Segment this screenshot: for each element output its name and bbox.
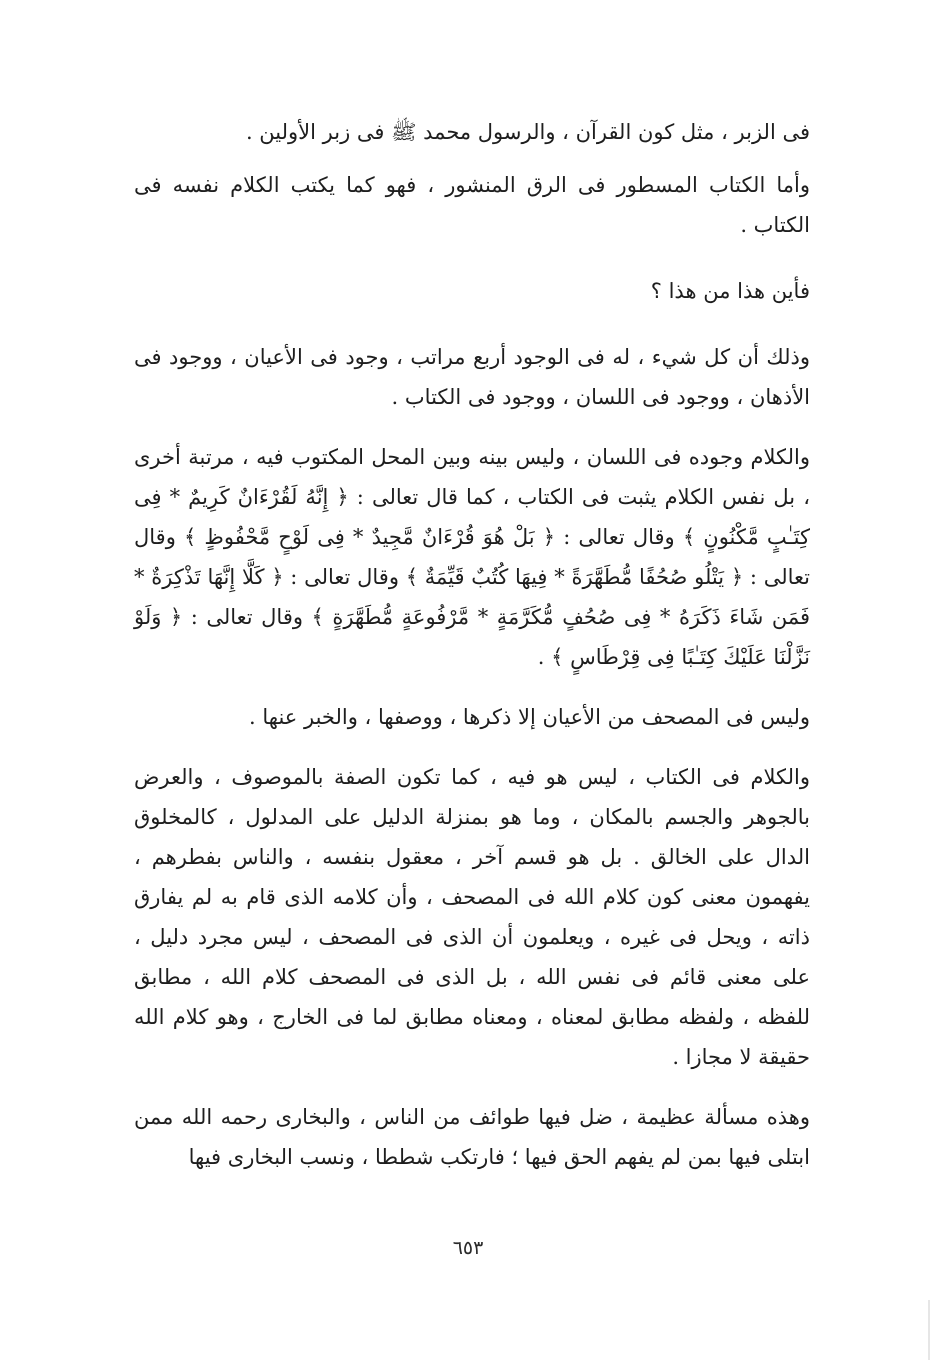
paragraph-1: فى الزبر ، مثل كون القرآن ، والرسول محمد ﷺ فى زبر الأولين . [245,120,810,144]
page-edge-mark [928,1300,930,1360]
paragraph-8: وهذه مسألة عظيمة ، ضل فيها طوائف من الناس ، والبخارى رحمه الله ممن ابتلى فيها بمن لم يفهم الحق فيها ؛ فارتكب شططا ، ونسب البخارى فيها [134,1105,810,1169]
paragraph-3: فأين هذا من هذا ؟ [650,279,810,303]
paragraph-6: وليس فى المصحف من الأعيان إلا ذكرها ، ووصفها ، والخبر عنها . [249,705,810,729]
paragraph-7: والكلام فى الكتاب ، ليس هو فيه ، كما تكون الصفة بالموصوف ، والعرض بالجوهر والجسم بالمكان ، وما هو بمنزلة الدليل على المدلول ، كالمخلوق الدال على الخالق . بل هو قسم آخر ، معقول بنفسه ، والناس بفطرهم ، يفهمون معنى كون كلام الله فى المصحف ، وأن كلامه الذى قام به لم يفارق ذاته ، ويحل فى غيره ، ويعلمون أن الذى فى المصحف ، ليس مجرد دليل ، على معنى قائم فى نفس الله ، بل الذى فى المصحف كلام الله ، مطابق للفظه ، ولفظه مطابق لمعناه ، ومعناه مطابق لما فى الخارج ، وهو كلام الله حقيقة لا مجازا . [134,765,810,1069]
paragraph-5: والكلام وجوده فى اللسان ، وليس بينه وبين المحل المكتوب فيه ، مرتبة أخرى ، بل نفس الكلام يثبت فى الكتاب ، كما قال تعالى : ﴿ إِنَّهُ لَقُرْءَانٌ كَرِيمٌ * فِى كِتَـٰبٍ مَّكْنُونٍ ﴾ وقال تعالى : ﴿ بَلْ هُوَ قُرْءَانٌ مَّجِيدٌ * فِى لَوْحٍ مَّحْفُوظٍ ﴾ وقال تعالى : ﴿ يَتْلُو صُحُفًا مُّطَهَّرَةً * فِيهَا كُتُبٌ قَيِّمَةٌ ﴾ وقال تعالى : ﴿ كَلَّا إِنَّهَا تَذْكِرَةٌ * فَمَن شَاءَ ذَكَرَهُ * فِى صُحُفٍ مُّكَرَّمَةٍ * مَّرْفُوعَةٍ مُّطَهَّرَةٍ ﴾ وقال تعالى : ﴿ وَلَوْ نَزَّلْنَا عَلَيْكَ كِتَـٰبًا فِى قِرْطَاسٍ ﴾ . [134,445,810,669]
page-number: ٦٥٣ [452,1237,484,1259]
paragraph-4: وذلك أن كل شيء ، له فى الوجود أربع مراتب ، وجود فى الأعيان ، ووجود فى الأذهان ، ووجود فى اللسان ، ووجود فى الكتاب . [134,345,810,409]
page-text [134,112,810,1177]
paragraph-2: وأما الكتاب المسطور فى الرق المنشور ، فهو كما يكتب الكلام نفسه فى الكتاب . [134,173,810,237]
